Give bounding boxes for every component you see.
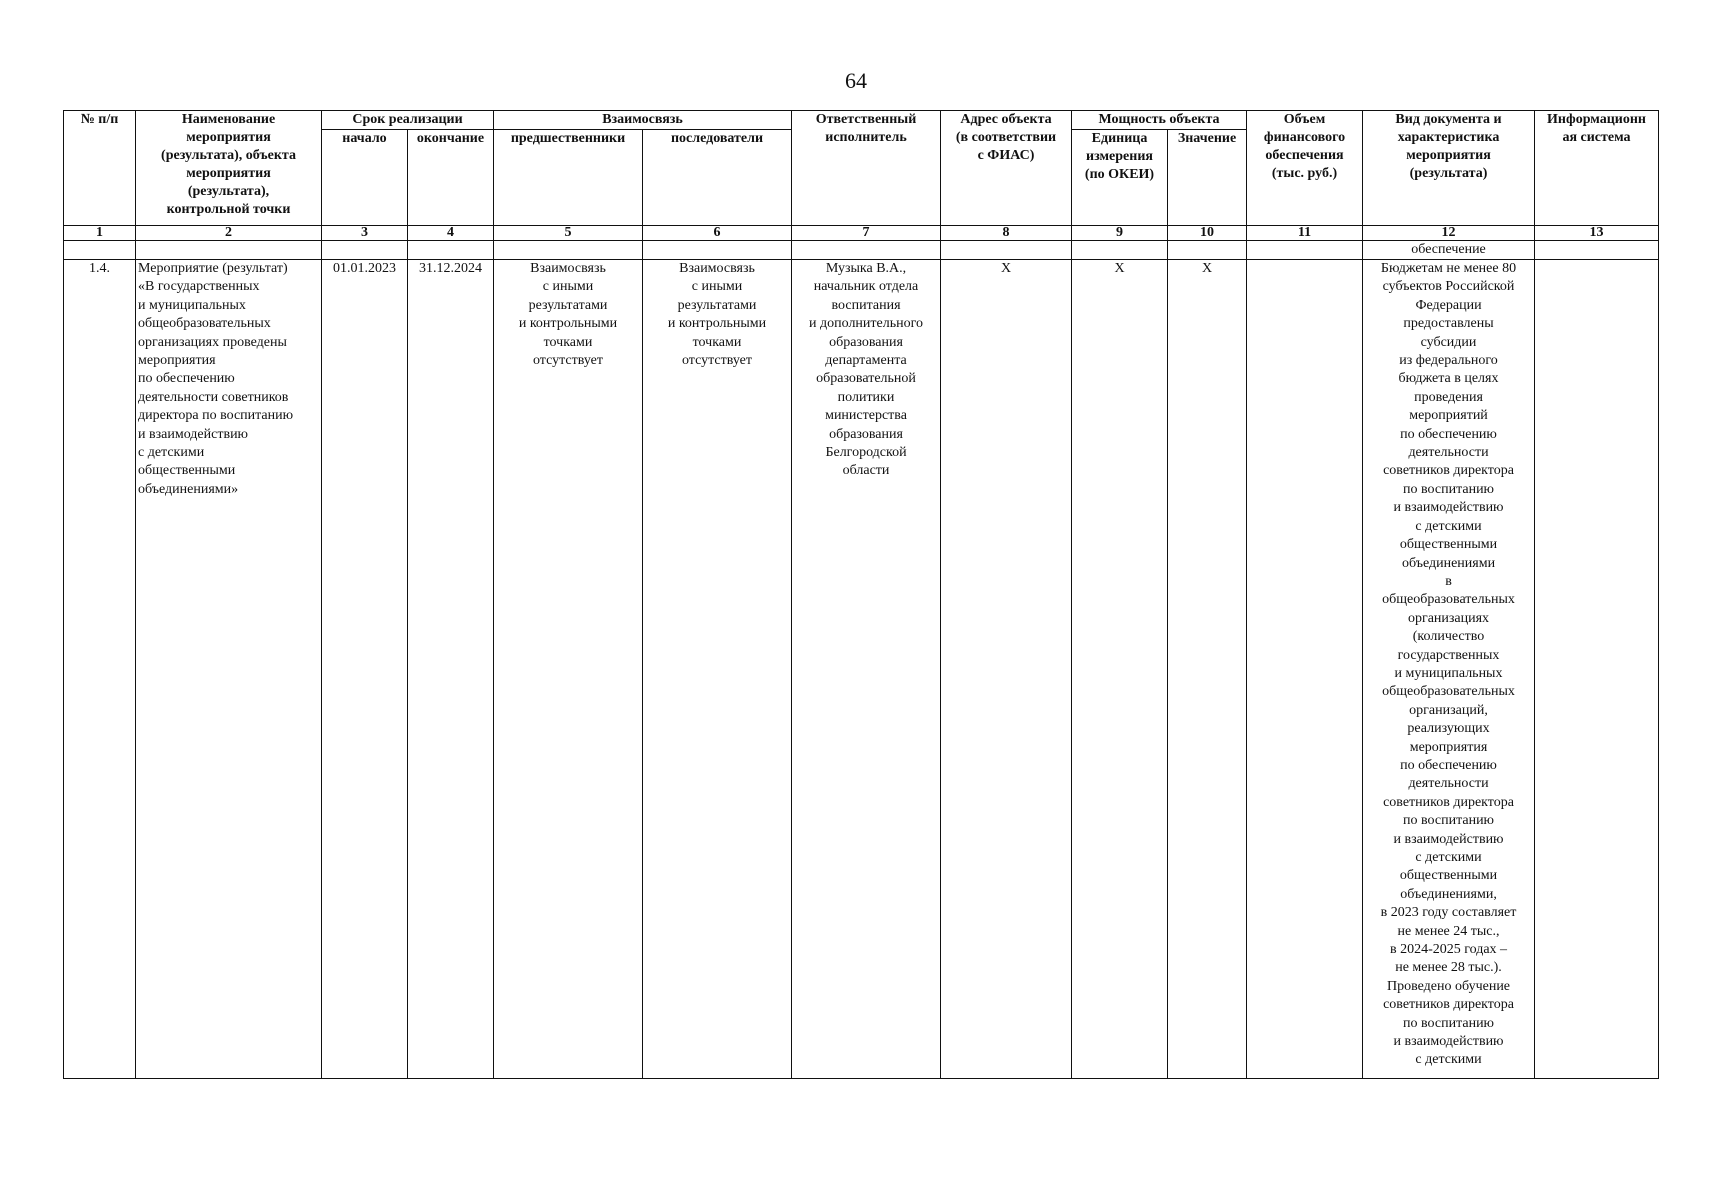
header-responsible: Ответственный исполнитель: [792, 111, 941, 226]
row-responsible: Музыка В.А., начальник отдела воспитания и дополнительного образования департамента образовательной политики министерства образования Белгородской области: [792, 260, 941, 1079]
header-address: Адрес объекта (в соответствии с ФИАС): [941, 111, 1072, 226]
column-number: 6: [643, 226, 792, 241]
column-number: 12: [1363, 226, 1535, 241]
row-start-date: 01.01.2023: [322, 260, 408, 1079]
row-finance: [1247, 260, 1363, 1079]
header-period: Срок реализации: [322, 111, 494, 130]
column-number: 1: [64, 226, 136, 241]
header-predecessors: предшественники: [494, 130, 643, 226]
header-period-start: начало: [322, 130, 408, 226]
continuation-row: [64, 241, 1659, 260]
column-number-row: [64, 226, 1659, 241]
column-number: 5: [494, 226, 643, 241]
row-info-system: [1535, 260, 1659, 1079]
header-name: Наименование мероприятия (результата), объекта мероприятия (результата), контрольной точки: [136, 111, 322, 226]
row-doc-type: Бюджетам не менее 80 субъектов Российской Федерации предоставлены субсидии из федерального бюджета в целях проведения мероприятий по обеспечению деятельности советников директора по воспитанию и взаимодействию с детскими общественными объединениями в общеобразовательных организациях (количество государственных и муниципальных общеобразовательных организаций, реализующих мероприятия по обеспечению деятельности советников директора по воспитанию и взаимодействию с детскими общественными объединениями, в 2023 году составляет не менее 24 тыс., в 2024-2025 годах – не менее 28 тыс.). Проведено обучение советников директора по воспитанию и взаимодействию с детскими: [1363, 260, 1535, 1079]
header-value: Значение: [1168, 130, 1247, 226]
row-predecessors: Взаимосвязь с иными результатами и контрольными точками отсутствует: [494, 260, 643, 1079]
header-relation: Взаимосвязь: [494, 111, 792, 130]
header-finance: Объем финансового обеспечения (тыс. руб.): [1247, 111, 1363, 226]
plan-table: [63, 110, 1659, 1079]
page-number: 64: [845, 68, 867, 93]
column-number: 4: [408, 226, 494, 241]
header-capacity: Мощность объекта: [1072, 111, 1247, 130]
header-info-system: Информационн ая система: [1535, 111, 1659, 226]
column-number: 9: [1072, 226, 1168, 241]
header-period-end: окончание: [408, 130, 494, 226]
header-unit: Единица измерения (по ОКЕИ): [1072, 130, 1168, 226]
header-no: № п/п: [64, 111, 136, 226]
column-number: 2: [136, 226, 322, 241]
header-doc-type: Вид документа и характеристика мероприятия (результата): [1363, 111, 1535, 226]
row-value: X: [1168, 260, 1247, 1079]
row-successors: Взаимосвязь с иными результатами и контрольными точками отсутствует: [643, 260, 792, 1079]
row-unit: X: [1072, 260, 1168, 1079]
column-number: 13: [1535, 226, 1659, 241]
column-number: 10: [1168, 226, 1247, 241]
header-successors: последователи: [643, 130, 792, 226]
column-number: 11: [1247, 226, 1363, 241]
row-name: Мероприятие (результат) «В государственных и муниципальных общеобразовательных организациях проведены мероприятия по обеспечению деятельности советников директора по воспитанию и взаимодействию с детскими общественными объединениями»: [136, 260, 322, 1079]
row-number: 1.4.: [64, 260, 136, 1079]
column-number: 7: [792, 226, 941, 241]
continuation-text: обеспечение: [1363, 241, 1535, 260]
column-number: 8: [941, 226, 1072, 241]
row-address: X: [941, 260, 1072, 1079]
column-number: 3: [322, 226, 408, 241]
row-end-date: 31.12.2024: [408, 260, 494, 1079]
header-row-1: [64, 111, 1659, 130]
table-row: [64, 260, 1659, 1079]
